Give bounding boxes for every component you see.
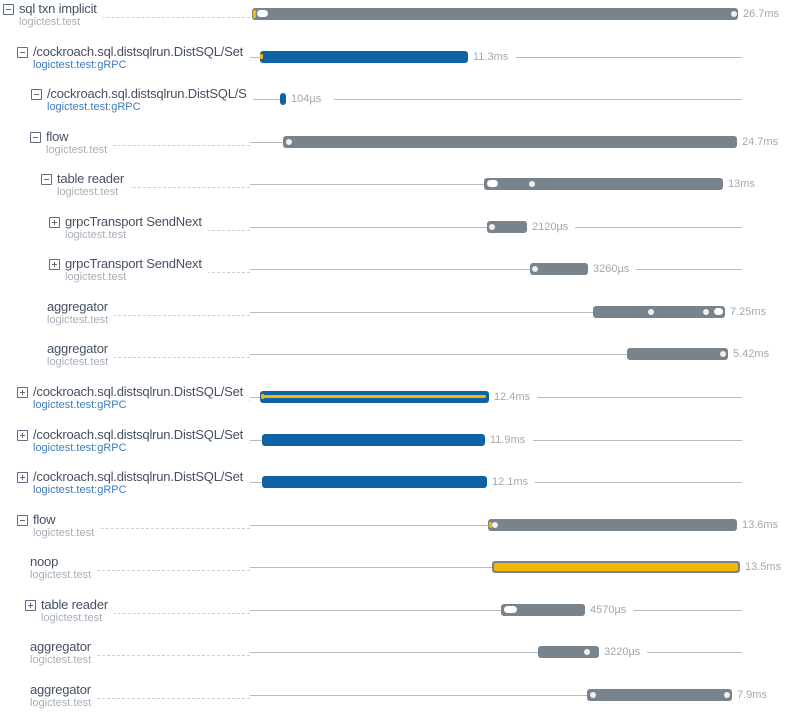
- span-name[interactable]: flow: [33, 511, 56, 527]
- span-event-marker: [260, 54, 263, 59]
- collapse-icon[interactable]: [41, 174, 52, 185]
- connector-line: [250, 142, 283, 143]
- span-duration: 13.6ms: [742, 518, 779, 531]
- span-service-link[interactable]: logictest.test:gRPC: [33, 441, 127, 454]
- span-bar[interactable]: [260, 391, 489, 403]
- span-event-marker: [487, 180, 498, 187]
- span-duration: 13.5ms: [745, 561, 782, 574]
- expand-icon[interactable]: [49, 217, 60, 228]
- span-bar[interactable]: [252, 8, 738, 20]
- span-bar[interactable]: [262, 476, 487, 488]
- expand-icon[interactable]: [25, 600, 36, 611]
- span-bar[interactable]: [487, 221, 527, 233]
- span-labels: [33, 44, 249, 71]
- span-duration: 11.9ms: [490, 433, 526, 446]
- span-service: logictest.test: [19, 16, 81, 28]
- trace-span-row: [0, 597, 786, 639]
- span-duration: 12.4ms: [494, 390, 531, 403]
- span-service: logictest.test: [65, 271, 127, 284]
- trace-span-row: [0, 639, 786, 681]
- trace-span-row: [0, 1, 786, 43]
- span-bar[interactable]: [492, 561, 740, 573]
- span-event-marker: [253, 10, 256, 18]
- span-name[interactable]: grpcTransport SendNext: [65, 213, 202, 229]
- collapse-icon[interactable]: [30, 132, 41, 143]
- span-labels: [30, 639, 97, 666]
- span-event-marker: [590, 692, 596, 698]
- span-name[interactable]: /cockroach.sql.distsqlrun.DistSQL/Set: [33, 469, 244, 485]
- expand-icon[interactable]: [17, 472, 28, 483]
- span-duration: 3260µs: [593, 263, 630, 276]
- span-service: logictest.test: [65, 228, 127, 241]
- trace-span-row: [0, 171, 786, 213]
- span-bar[interactable]: [488, 519, 737, 531]
- trace-span-row: [0, 682, 786, 724]
- connector-line: [250, 99, 280, 100]
- span-bar[interactable]: [262, 434, 485, 446]
- trailing-line: [537, 397, 742, 398]
- trace-span-row: [0, 214, 786, 256]
- span-labels: [19, 1, 103, 28]
- span-bar[interactable]: [283, 136, 737, 148]
- trace-span-row: [0, 469, 786, 511]
- span-service: logictest.test: [41, 611, 103, 624]
- expand-icon[interactable]: [17, 430, 28, 441]
- span-duration: 7.25ms: [730, 305, 767, 318]
- span-name[interactable]: /cockroach.sql.distsqlrun.DistSQL/Set: [33, 426, 244, 442]
- span-duration: 104µs: [291, 93, 322, 106]
- trace-span-row: [0, 512, 786, 554]
- span-service: logictest.test: [30, 696, 92, 709]
- connector-line: [250, 652, 538, 653]
- span-event-marker: [584, 649, 590, 655]
- span-duration: 2120µs: [532, 220, 569, 233]
- collapse-icon[interactable]: [17, 47, 28, 58]
- span-name[interactable]: sql txn implicit: [19, 1, 97, 16]
- trailing-line: [535, 482, 742, 483]
- collapse-icon[interactable]: [3, 4, 14, 15]
- span-service: logictest.test: [33, 526, 95, 539]
- span-event-marker: [648, 309, 654, 315]
- span-duration: 4570µs: [590, 603, 627, 616]
- span-duration: 26.7ms: [743, 8, 780, 20]
- span-labels: [47, 86, 253, 113]
- span-bar[interactable]: [501, 604, 585, 616]
- span-service: logictest.test: [30, 569, 92, 582]
- span-name[interactable]: aggregator: [47, 341, 108, 357]
- span-bar[interactable]: [593, 306, 725, 318]
- span-name[interactable]: aggregator: [47, 298, 108, 314]
- span-duration: 12.1ms: [492, 476, 529, 489]
- span-labels: [65, 256, 208, 283]
- connector-line: [250, 227, 487, 228]
- span-name[interactable]: table reader: [57, 171, 124, 187]
- span-service: logictest.test: [46, 143, 108, 156]
- connector-line: [250, 269, 530, 270]
- span-duration: 5.42ms: [733, 348, 770, 361]
- trace-span-row: [0, 44, 786, 86]
- trailing-line: [334, 99, 742, 100]
- connector-line: [250, 482, 262, 483]
- span-service: logictest.test: [57, 186, 119, 199]
- span-name[interactable]: /cockroach.sql.distsqlrun.DistSQL/S: [47, 86, 247, 102]
- connector-line: [250, 440, 262, 441]
- span-labels: [47, 299, 114, 326]
- expand-icon[interactable]: [17, 387, 28, 398]
- trace-span-row: [0, 384, 786, 426]
- trailing-line: [636, 269, 742, 270]
- span-event-marker: [724, 692, 730, 698]
- span-name[interactable]: aggregator: [30, 681, 91, 697]
- span-event-marker: [504, 606, 517, 613]
- trace-span-row: [0, 341, 786, 383]
- span-duration: 3220µs: [604, 646, 641, 659]
- span-service: logictest.test: [47, 356, 109, 369]
- span-event-marker: [286, 139, 292, 145]
- connector-line: [250, 184, 484, 185]
- trailing-line: [647, 652, 742, 653]
- span-labels: [33, 512, 100, 539]
- span-bar[interactable]: [260, 51, 468, 63]
- expand-icon[interactable]: [49, 259, 60, 270]
- span-labels: [33, 469, 249, 496]
- span-event-marker: [489, 224, 495, 230]
- span-labels: [46, 129, 113, 156]
- span-event-marker: [731, 11, 737, 17]
- trace-span-row: [0, 129, 786, 171]
- span-event-marker: [720, 351, 726, 357]
- span-bar[interactable]: [484, 178, 723, 190]
- connector-line: [250, 57, 260, 58]
- span-service: logictest.test: [30, 654, 92, 667]
- trace-span-row: [0, 256, 786, 298]
- span-service-link[interactable]: logictest.test:gRPC: [33, 58, 127, 71]
- trace-span-row: [0, 299, 786, 341]
- span-bar[interactable]: [587, 689, 732, 701]
- span-event-marker: [492, 522, 498, 528]
- span-event-marker: [714, 308, 723, 315]
- span-event-marker: [257, 10, 268, 17]
- span-duration: 24.7ms: [742, 135, 779, 148]
- trailing-line: [533, 440, 742, 441]
- bar-highlight-stripe: [263, 395, 486, 398]
- span-labels: [33, 384, 249, 411]
- connector-line: [250, 525, 488, 526]
- trace-span-row: [0, 86, 786, 128]
- span-event-marker: [261, 394, 264, 399]
- collapse-icon[interactable]: [31, 89, 42, 100]
- span-labels: [33, 427, 249, 454]
- span-labels: [47, 341, 114, 368]
- span-labels: [30, 554, 97, 581]
- span-duration: 11.3ms: [473, 50, 509, 63]
- span-event-marker: [703, 309, 709, 315]
- span-service-link[interactable]: logictest.test:gRPC: [33, 484, 127, 497]
- connector-line: [250, 354, 627, 355]
- span-name[interactable]: table reader: [41, 596, 108, 612]
- span-event-marker: [532, 266, 538, 272]
- span-service-link[interactable]: logictest.test:gRPC: [47, 101, 141, 114]
- span-bar[interactable]: [280, 93, 286, 105]
- connector-line: [250, 695, 587, 696]
- span-name[interactable]: flow: [46, 128, 69, 144]
- span-labels: [57, 171, 130, 198]
- span-event-marker: [529, 181, 535, 187]
- span-duration: 13ms: [728, 178, 755, 191]
- span-duration: 7.9ms: [737, 688, 767, 701]
- span-service-link[interactable]: logictest.test:gRPC: [33, 398, 127, 411]
- span-bar[interactable]: [530, 263, 588, 275]
- connector-line: [250, 567, 492, 568]
- connector-line: [250, 397, 260, 398]
- trailing-line: [633, 610, 742, 611]
- bar-highlight-stripe: [494, 563, 738, 571]
- collapse-icon[interactable]: [17, 515, 28, 526]
- span-service: logictest.test: [47, 313, 109, 326]
- span-name[interactable]: noop: [30, 554, 59, 570]
- span-name[interactable]: /cockroach.sql.distsqlrun.DistSQL/Set: [33, 43, 244, 59]
- span-labels: [41, 597, 114, 624]
- span-labels: [30, 682, 97, 709]
- span-bar[interactable]: [627, 348, 728, 360]
- span-name[interactable]: grpcTransport SendNext: [65, 256, 202, 272]
- connector-line: [250, 312, 593, 313]
- span-bar[interactable]: [538, 646, 599, 658]
- span-name[interactable]: aggregator: [30, 639, 91, 655]
- trailing-line: [575, 227, 742, 228]
- trace-span-row: [0, 554, 786, 596]
- trace-span-row: [0, 427, 786, 469]
- connector-line: [250, 610, 501, 611]
- span-name[interactable]: /cockroach.sql.distsqlrun.DistSQL/Set: [33, 383, 244, 399]
- trailing-line: [516, 57, 742, 58]
- span-labels: [65, 214, 208, 241]
